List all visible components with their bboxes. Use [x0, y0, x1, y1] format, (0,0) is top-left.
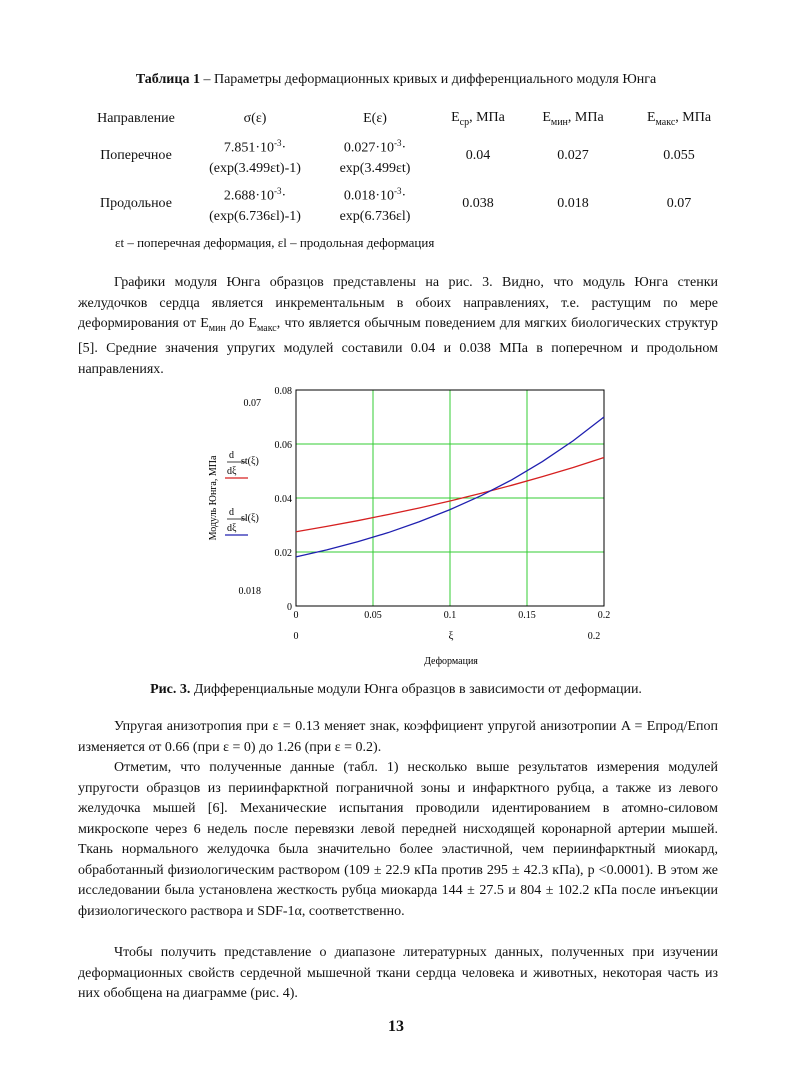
- sigma-line2: (exp(3.499εt)-1): [209, 161, 301, 177]
- row-emax: 0.055: [663, 148, 695, 163]
- table-header-row: [78, 106, 734, 132]
- header-ecp-unit: , МПа: [469, 110, 505, 126]
- y-tick-label: 0.06: [274, 440, 292, 451]
- paragraph-1-part2: до E: [225, 316, 257, 331]
- header-emin: [522, 106, 624, 132]
- e-line2: exp(3.499εt): [339, 161, 411, 177]
- x-axis-label: Деформация: [424, 656, 478, 667]
- paragraph-1: [78, 273, 718, 380]
- table-row: [78, 132, 734, 180]
- row-direction: Продольное: [100, 196, 172, 211]
- x-tick-label: 0.1: [443, 610, 457, 621]
- table-row: [78, 180, 734, 228]
- series-label-dx-1: dξ: [227, 466, 237, 477]
- figure-caption-label: Рис. 3.: [150, 682, 191, 697]
- e-exp: -3: [394, 137, 402, 148]
- row-sigma: [194, 180, 316, 228]
- header-emax-main: E: [646, 110, 656, 126]
- y-tick-label: 0: [287, 602, 292, 613]
- header-emin-main: E: [542, 110, 551, 126]
- row-ecp: 0.04: [465, 148, 491, 163]
- x-tick-label: 0.05: [364, 610, 382, 621]
- paragraph-1-sub1: мин: [208, 322, 226, 334]
- y-range-max-label: 0.07: [243, 398, 261, 409]
- series-label-fn-2: sl(ξ): [241, 513, 259, 524]
- y-range-min-label: 0.018: [238, 586, 261, 597]
- row-sigma: [194, 132, 316, 180]
- tick-layer: [275, 386, 611, 621]
- header-e: E(ε): [363, 111, 387, 126]
- series-label-d-1: d: [229, 450, 234, 461]
- row-emin: 0.018: [557, 196, 589, 211]
- sigma-tail: ·: [281, 140, 287, 156]
- e-tail: ·: [401, 140, 407, 156]
- figure-3: [0, 380, 792, 670]
- sigma-exp: -3: [274, 137, 282, 148]
- header-emin-unit: , МПа: [567, 110, 604, 126]
- header-ecp: [434, 106, 522, 132]
- figure-caption: [0, 682, 792, 698]
- x-tick-label: 0.15: [518, 610, 536, 621]
- header-emax-unit: , МПа: [675, 110, 712, 126]
- y-axis-label: Модуль Юнга, МПа: [208, 455, 219, 541]
- table-caption-label: Таблица 1: [135, 72, 200, 87]
- header-emax: [624, 106, 734, 132]
- paragraph-2: Упругая анизотропия при ε = 0.13 меняет знак, коэффициент упругой анизотропии A = Eпрод/Eпоп изменяется от 0.66 (при ε = 0) до 1.26 (при ε = 0.2).: [78, 719, 718, 755]
- sigma-coef: 7.851·10: [223, 140, 274, 156]
- y-tick-label: 0.04: [274, 494, 292, 505]
- x-range-max-label: 0.2: [587, 631, 601, 642]
- paragraph-1-sub2: макс: [257, 322, 277, 334]
- paragraph-4: Чтобы получить представление о диапазоне литературных данных, полученных при изучении деформационных свойств сердечной мышечной ткани сердца человека и животных, некоторая часть из них обобщена на диаграмме (рис. 4).: [78, 945, 718, 1001]
- row-emin: 0.027: [557, 148, 589, 163]
- e-coef: 0.018·10: [343, 188, 394, 204]
- row-e: [316, 180, 434, 228]
- series-label-d-2: d: [229, 507, 234, 518]
- youngs-modulus-chart: [0, 380, 792, 670]
- page-number: 13: [388, 1018, 404, 1035]
- row-ecp: 0.038: [462, 196, 494, 211]
- header-emin-sub: мин: [550, 116, 568, 128]
- sigma-line2: (exp(6.736εl)-1): [209, 209, 301, 225]
- e-line2: exp(6.736εl): [339, 209, 411, 225]
- grid-layer: [296, 390, 604, 606]
- x-axis-symbol: ξ: [448, 630, 454, 642]
- x-tick-label: 0: [293, 610, 299, 621]
- row-e: [316, 132, 434, 180]
- e-coef: 0.027·10: [343, 140, 394, 156]
- header-sigma: σ(ε): [243, 111, 267, 126]
- table-caption-text: – Параметры деформационных кривых и дифференциального модуля Юнга: [199, 72, 657, 87]
- table-caption: [0, 72, 792, 88]
- header-emax-sub: макс: [655, 116, 676, 128]
- paragraph-1-part3: , что является обычным поведением для мягких биологических структур [5]. Средние значения упругих модулей составили 0.04 и 0.038 МПа в поперечном и продольном направлениях.: [78, 316, 718, 377]
- figure-caption-text: Дифференциальные модули Юнга образцов в зависимости от деформации.: [190, 682, 642, 697]
- series-label-fn-1: st(ξ): [241, 456, 259, 467]
- sigma-coef: 2.688·10: [223, 188, 274, 204]
- header-ecp-sub: ср: [459, 116, 470, 128]
- table-note: εt – поперечная деформация, εl – продольная деформация: [115, 235, 435, 250]
- x-tick-label: 0.2: [597, 610, 611, 621]
- e-exp: -3: [394, 185, 402, 196]
- label-layer: [208, 398, 600, 667]
- row-emax: 0.07: [666, 196, 692, 211]
- sigma-exp: -3: [274, 185, 282, 196]
- paragraph-1-part1: Графики модуля Юнга образцов представлены на рис. 3. Видно, что модуль Юнга стенки желудочков сердца является инкрементальным в обоих направлениях, т.е. растущим по мере деформирования от E: [78, 275, 718, 331]
- row-direction: Поперечное: [100, 148, 172, 163]
- sigma-tail: ·: [281, 188, 287, 204]
- parameters-table: [78, 106, 734, 228]
- series-label-dx-2: dξ: [227, 523, 237, 534]
- y-tick-label: 0.08: [274, 386, 292, 397]
- header-ecp-main: E: [451, 110, 460, 126]
- y-tick-label: 0.02: [274, 548, 292, 559]
- e-tail: ·: [401, 188, 407, 204]
- header-direction: Направление: [97, 111, 175, 126]
- paragraph-3: Отметим, что полученные данные (табл. 1) несколько выше результатов измерения модулей упругости образцов из периинфарктной пограничной зоны и инфарктного рубца, а также из левого желудочка мышей [6]. Механические испытания проводили идентированием в атомно-силовом микроскопе через 6 недель после перевязки левой передней нисходящей коронарной артерии мышей. Ткань нормального желудочка была значительно более эластичной, чем периинфарктный миокард, обработанный физиологическим раствором (109 ± 22.9 кПа против 295 ± 42.3 кПа), p <0.0001). В этом же исследовании была установлена жесткость рубца миокарда 144 ± 27.5 и 804 ± 102.2 кПа после инъекции физиологического раствора и SDF-1α, соответственно.: [78, 760, 718, 919]
- x-range-min-label: 0: [293, 631, 299, 642]
